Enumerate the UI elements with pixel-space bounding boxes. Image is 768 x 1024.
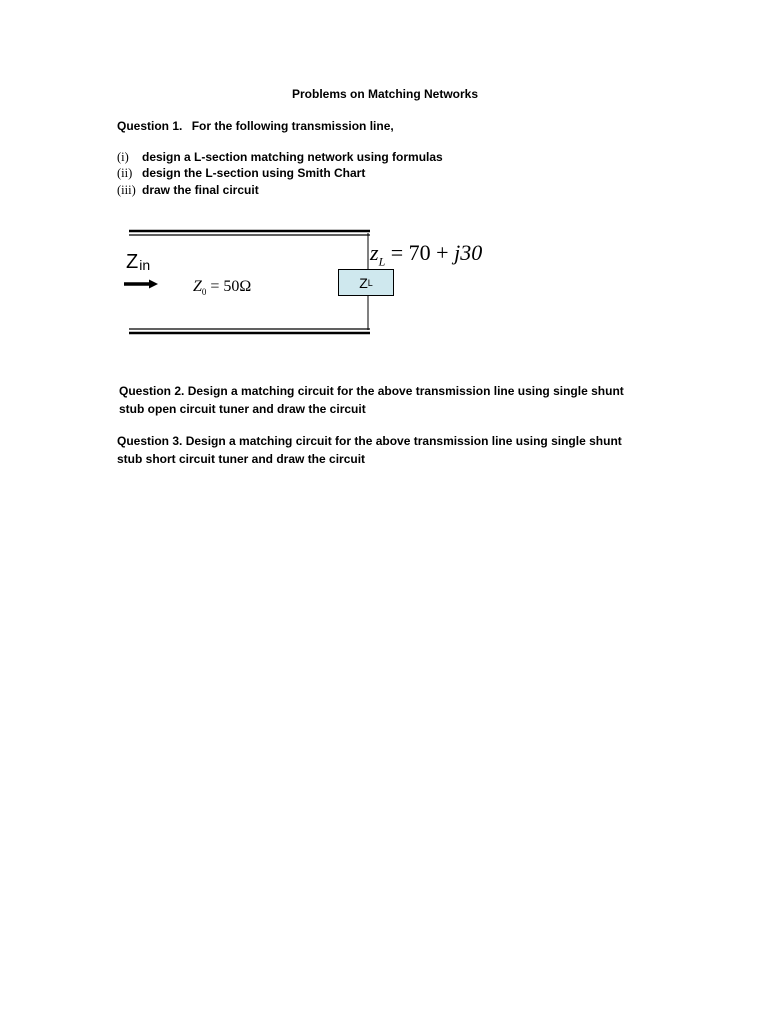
question-1-label: Question 1.: [117, 119, 183, 133]
question-1-text: For the following transmission line,: [191, 119, 394, 133]
list-item-text: draw the final circuit: [142, 183, 259, 197]
question-2-label: Question 2.: [119, 384, 185, 398]
transmission-line-diagram: [0, 0, 768, 400]
question-3: [117, 432, 637, 468]
list-item-number: (i): [117, 150, 129, 164]
top-conductor: [129, 231, 370, 235]
question-2: [119, 382, 639, 418]
list-item-number: (iii): [117, 183, 136, 197]
question-2-text: Design a matching circuit for the above transmission line using single shunt stub open circuit tuner and draw the circuit: [119, 384, 624, 416]
characteristic-impedance-label: $Z_0 = 50\Omega$: [193, 278, 252, 298]
list-item-text: design a L-section matching network using formulas: [142, 150, 443, 164]
input-impedance-label: $Z_{in}$: [126, 251, 151, 273]
bottom-conductor: [129, 329, 370, 333]
load-impedance-box: Z L: [338, 269, 394, 296]
question-3-label: Question 3.: [117, 434, 183, 448]
load-impedance-equation: $z_L = 70 + j30$: [370, 240, 483, 269]
page-title: Problems on Matching Networks: [291, 87, 479, 101]
list-item-number: (ii): [117, 166, 133, 180]
list-item-text: design the L-section using Smith Chart: [142, 166, 366, 180]
arrow-right-icon: [124, 280, 158, 289]
question-3-text: Design a matching circuit for the above transmission line using single shunt stub short circuit tuner and draw the circuit: [117, 434, 622, 466]
